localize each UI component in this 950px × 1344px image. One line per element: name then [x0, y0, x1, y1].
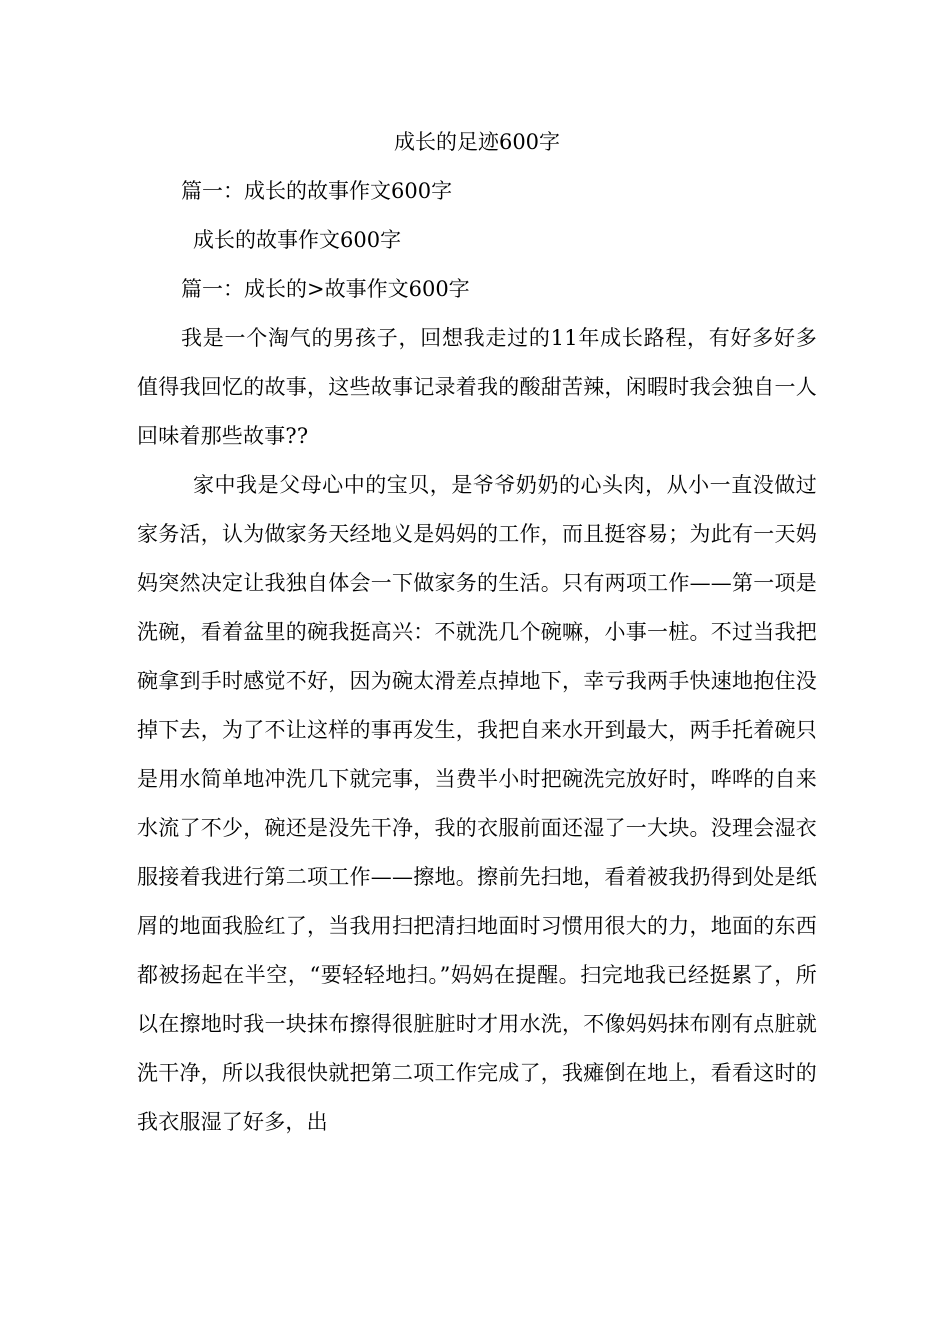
document-title: 成长的足迹600字 [393, 130, 561, 154]
section-heading-3: 篇一：成长的>故事作文600字 [181, 277, 470, 301]
document-content [137, 118, 817, 1147]
paragraph-1: 我是一个淘气的男孩子，回想我走过的11年成长路程，有好多好多值得我回忆的故事，这些故事记录着我的酸甜苦辣，闲暇时我会独自一人回味着那些故事?? [137, 326, 817, 448]
section-heading-2: 成长的故事作文600字 [193, 228, 402, 252]
section-heading-1: 篇一：成长的故事作文600字 [181, 179, 453, 203]
paragraph-2: 家中我是父母心中的宝贝，是爷爷奶奶的心头肉，从小一直没做过家务活，认为做家务天经地义是妈妈的工作，而且挺容易；为此有一天妈妈突然决定让我独自体会一下做家务的生活。只有两项工作——第一项是洗碗，看着盆里的碗我挺高兴：不就洗几个碗嘛，小事一桩。不过当我把碗拿到手时感觉不好，因为碗太滑差点掉地下，幸亏我两手快速地抱住没掉下去，为了不让这样的事再发生，我把自来水开到最大，两手托着碗只是用水简单地冲洗几下就完事，当费半小时把碗洗完放好时，哗哗的自来水流了不少，碗还是没先干净，我的衣服前面还湿了一大块。没理会湿衣服接着我进行第二项工作——擦地。擦前先扫地，看着被我扔得到处是纸屑的地面我脸红了，当我用扫把清扫地面时习惯用很大的力，地面的东西都被扬起在半空，“要轻轻地扫。”妈妈在提醒。扫完地我已经挺累了，所以在擦地时我一块抹布擦得很脏脏时才用水洗，不像妈妈抹布刚有点脏就洗干净，所以我很快就把第二项工作完成了，我瘫倒在地上，看看这时的我衣服湿了好多，出 [137, 473, 817, 1134]
